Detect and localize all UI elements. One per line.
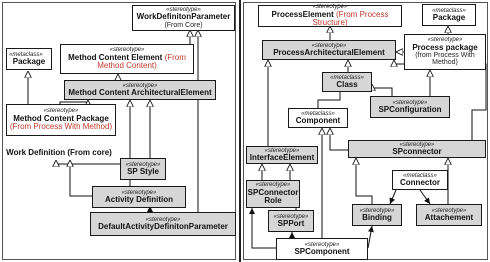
class-box <box>322 72 372 92</box>
process-element-name: ProcessElement (From Process Structure) <box>271 9 389 28</box>
activity-definition-stereo: «stereotype» <box>121 189 157 196</box>
default-activity-param-box <box>90 212 236 236</box>
interface-element-name: InterfaceElement <box>249 152 315 162</box>
process-element-box <box>258 5 402 27</box>
attachement-stereo: «stereotype» <box>431 207 467 214</box>
left-package-box <box>6 48 52 70</box>
sp-connector-role-stereo: «stereotype» <box>255 182 291 189</box>
component-box <box>288 108 348 128</box>
activity-definition-name: Activity Definition <box>104 194 173 204</box>
workdef-parameter-sub: (From Core) <box>164 21 203 29</box>
process-package-box <box>404 34 486 70</box>
default-activity-param-stereo: «stereotype» <box>145 216 181 223</box>
sp-connector-role-box <box>246 180 300 208</box>
method-content-package-name: Method Content Package (From Process With Method) <box>9 113 113 132</box>
panel-divider <box>239 0 241 262</box>
method-content-package-box <box>6 104 116 136</box>
process-element-stereo: «stereotype» <box>312 4 348 11</box>
binding-box <box>352 204 402 226</box>
sp-port-stereo: «stereotype» <box>273 213 309 220</box>
sp-configuration-box <box>370 96 450 118</box>
process-package-name: Process package <box>412 42 478 52</box>
workdef-parameter-box <box>132 5 235 31</box>
sp-port-name: SPPort <box>277 218 305 228</box>
process-package-origin: (from Process With Method) <box>415 52 475 67</box>
workdef-parameter-name: WorkDefinitonParameter <box>136 12 231 22</box>
left-package-name: Package <box>12 56 46 66</box>
sp-component-name: SPComponent <box>294 246 350 256</box>
sp-component-stereo: «stereotype» <box>304 241 340 248</box>
attachement-box <box>416 204 482 226</box>
method-content-package-stereo: «stereotype» <box>43 108 79 115</box>
process-package-stereo: «stereotype» <box>427 37 463 44</box>
sp-component-box <box>276 238 368 260</box>
process-arch-name: ProcessArchitecturalElement <box>273 47 385 57</box>
left-package-stereo: «metaclass» <box>9 51 43 58</box>
method-content-element-name: Method Content Element (From Method Content) <box>68 52 186 71</box>
method-content-arch-name: Method Content ArchitecturalElement <box>68 87 212 97</box>
method-content-element-origin: (From Method Content) <box>97 52 186 71</box>
class-stereo: «metaclass» <box>330 74 364 81</box>
sp-configuration-stereo: «stereotype» <box>392 99 428 106</box>
process-element-origin: (From Process Structure) <box>312 9 389 28</box>
process-arch-stereo: «stereotype» <box>311 42 347 49</box>
sp-connector-box <box>348 140 486 158</box>
method-content-arch-stereo: «stereotype» <box>122 82 158 89</box>
sp-style-box <box>120 158 166 180</box>
default-activity-param-name: DefaultActivityDefinitonParameter <box>98 221 228 231</box>
right-package-stereo: «metaclass» <box>432 7 466 14</box>
workdef-parameter-stereo: «stereotype» <box>166 6 201 13</box>
right-package-name: Package <box>432 12 466 22</box>
sp-port-box <box>268 210 314 232</box>
activity-definition-box <box>92 186 186 208</box>
sp-style-stereo: «stereotype» <box>125 161 161 168</box>
process-arch-box <box>262 40 396 60</box>
component-stereo: «metaclass» <box>301 110 335 117</box>
method-content-package-origin: (From Process With Method) <box>9 122 113 132</box>
work-definition-label <box>4 147 114 160</box>
sp-style-name: SP Style <box>127 166 159 176</box>
sp-connector-role-name: SPConnector Role <box>247 187 299 206</box>
method-content-arch-box <box>64 80 216 100</box>
attachement-name: Attachement <box>424 212 474 222</box>
sp-configuration-name: SPConfiguration <box>378 104 442 114</box>
component-name: Component <box>295 115 341 125</box>
method-content-element-box <box>60 44 194 74</box>
binding-name: Binding <box>362 212 392 222</box>
connector-stereo: «metaclass» <box>403 172 437 179</box>
interface-element-box <box>246 146 318 164</box>
binding-stereo: «stereotype» <box>359 207 395 214</box>
method-content-element-stereo: «stereotype» <box>109 47 145 54</box>
sp-connector-stereo: «stereotype» <box>399 141 435 148</box>
sp-connector-name: SPconnector <box>392 146 442 156</box>
class-name: Class <box>336 79 358 89</box>
connector-name: Connector <box>400 177 440 187</box>
right-package-box <box>422 4 476 26</box>
work-definition-name: Work Definition (From core) <box>6 148 112 158</box>
interface-element-stereo: «stereotype» <box>264 147 300 154</box>
connector-box <box>392 170 448 190</box>
